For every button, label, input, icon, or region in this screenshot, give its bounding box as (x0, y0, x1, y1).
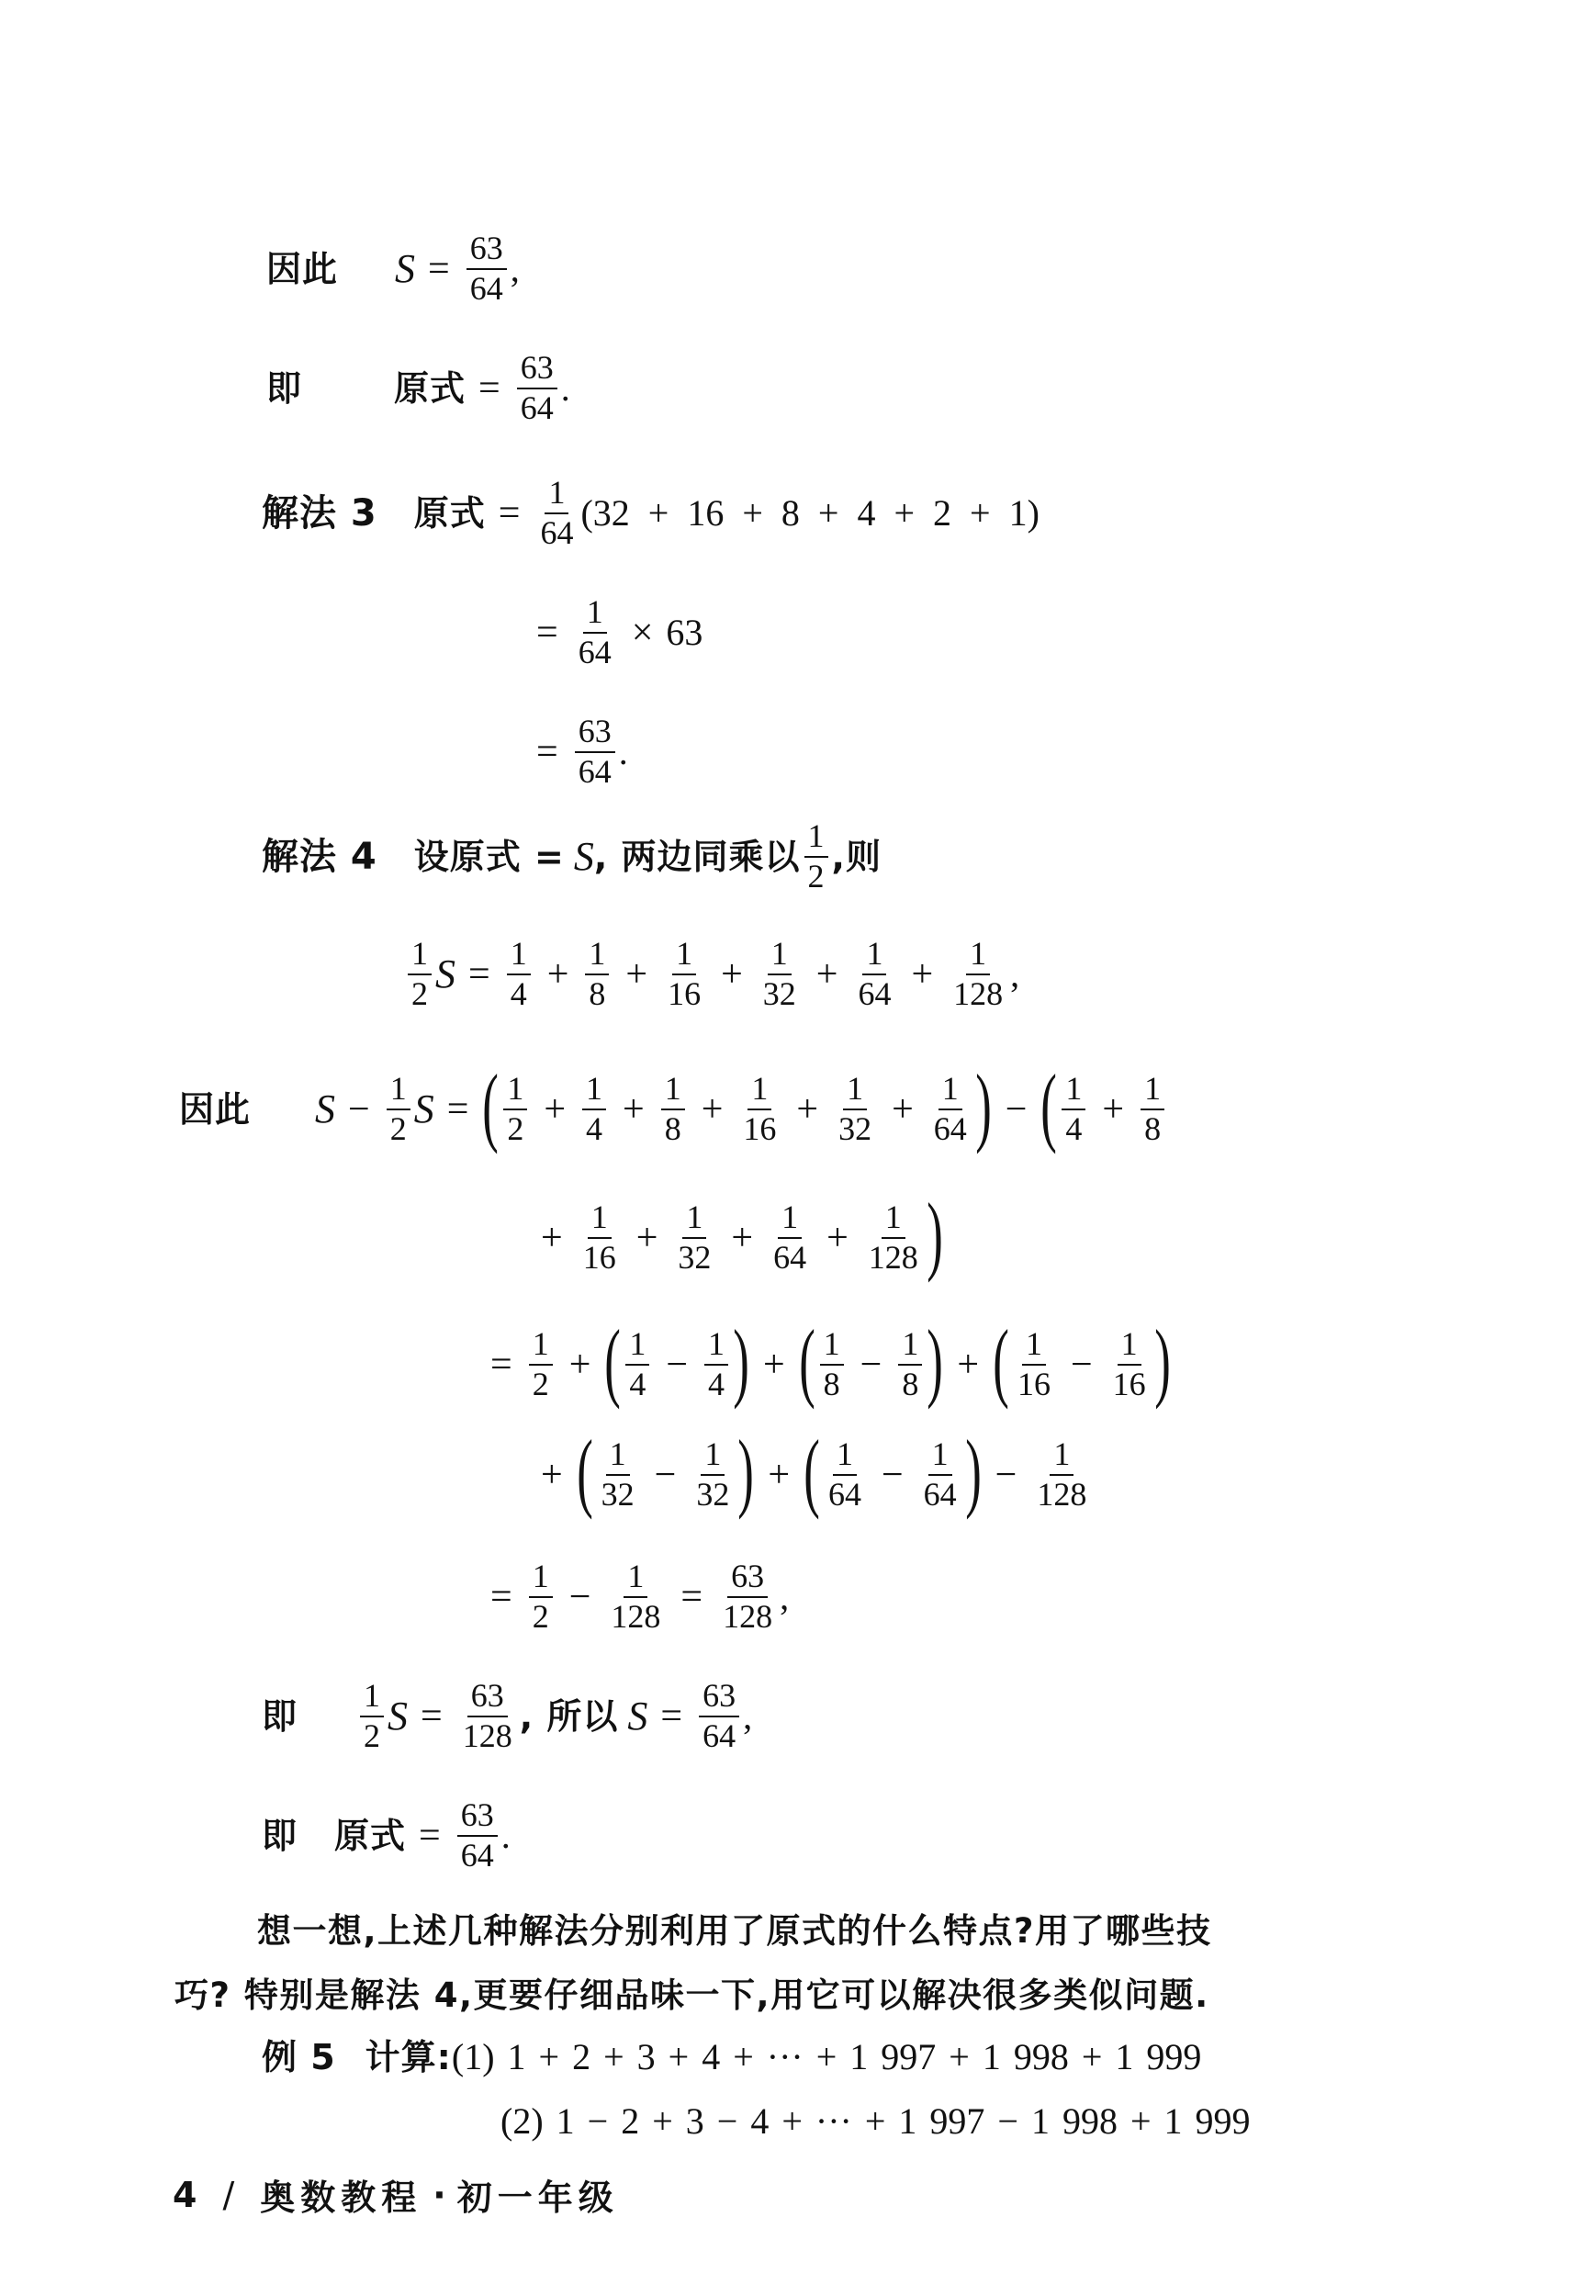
half-s-equation (404, 937, 1019, 1012)
equals-sign: = (660, 1694, 683, 1738)
minus-sign: − (1070, 1344, 1093, 1386)
method-4-heading: 解法 4 (262, 835, 377, 878)
plus-sign: + (546, 952, 569, 996)
term-1-8: $\frac{1}{8}$ (898, 1327, 922, 1402)
method-3-line (262, 476, 1040, 551)
term-1-64: $\frac{1}{64}$ (933, 1070, 967, 1147)
page-number: 4 (173, 2174, 197, 2215)
right-paren: ) (733, 1311, 749, 1410)
equals-sign: = (490, 1344, 512, 1386)
fraction-1-2: $\frac{1}{2}$ (804, 819, 828, 895)
then-text: ,则 (831, 836, 882, 877)
fraction-63-128: $\frac{63}{128}$ (723, 1558, 773, 1635)
var-s: S (395, 245, 416, 291)
plus-sign: + (826, 1217, 849, 1259)
label-namely: 即 (262, 1695, 298, 1737)
right-paren: ) (926, 1185, 943, 1283)
var-s: S (388, 1693, 409, 1739)
fraction-1-2: $\frac{1}{2}$ (387, 1072, 410, 1147)
method-3-step-2 (523, 595, 702, 670)
fraction-1-2: $\frac{1}{2}$ (360, 1679, 384, 1754)
difference-equation-line-1 (179, 1056, 1168, 1154)
equals-sign: = (428, 247, 450, 290)
term-1-2: $\frac{1}{2}$ (529, 1559, 553, 1635)
final-result-line (262, 1798, 511, 1874)
footer-separator: / (222, 2174, 235, 2215)
book-title: 奥数教程 (260, 2178, 422, 2218)
times-sign: × (631, 611, 654, 654)
term-1-128: $\frac{1}{128}$ (1037, 1435, 1087, 1513)
compute-label: 计算: (365, 2037, 452, 2077)
plus-sign: + (625, 952, 648, 996)
label-therefore: 因此 (179, 1089, 252, 1130)
equals-sign: = (468, 952, 490, 996)
equals-sign: = (536, 611, 558, 654)
left-paren: ( (804, 1422, 820, 1520)
plus-sign: + (796, 1088, 819, 1131)
plus-sign: + (1102, 1088, 1125, 1131)
example-5-heading: 例 5 (262, 2037, 336, 2077)
reflection-paragraph-line-2: 巧? 特别是解法 4,更要仔细品味一下,用它可以解决很多类似问题. (174, 1975, 1209, 2015)
method-3-step-3 (523, 715, 628, 790)
left-paren: ( (993, 1311, 1009, 1410)
minus-sign: − (860, 1344, 882, 1386)
example-5-item-2: (2) 1 − 2 + 3 − 4 + ··· + 1 997 − 1 998 + 1 999 (500, 2100, 1251, 2142)
term-1-32: $\frac{1}{32}$ (696, 1435, 730, 1513)
term-1-32: $\frac{1}{32}$ (601, 1435, 635, 1513)
term-1-128: $\frac{1}{128}$ (868, 1199, 918, 1276)
minus-sign: − (995, 1454, 1017, 1496)
plus-sign: + (541, 1454, 563, 1496)
fraction-63-64: $\frac{63}{64}$ (517, 351, 557, 426)
punct: , (510, 247, 520, 289)
plus-sign: + (911, 952, 934, 996)
equals-sign: = (419, 1814, 441, 1857)
term-1-16: $\frac{1}{16}$ (1017, 1325, 1051, 1402)
right-paren: ) (737, 1422, 755, 1520)
value-63: 63 (666, 611, 703, 653)
term-1-8: $\frac{1}{8}$ (1141, 1072, 1164, 1147)
equals-sign: = (536, 730, 558, 773)
reflection-paragraph-line-1: 想一想,上述几种解法分别利用了原式的什么特点?用了哪些技 (257, 1911, 1212, 1951)
var-s: S (573, 833, 594, 879)
plus-sign: + (623, 1088, 645, 1131)
term-1-16: $\frac{1}{16}$ (1112, 1325, 1146, 1402)
punct: , (743, 1694, 753, 1737)
fraction-63-64: $\frac{63}{64}$ (466, 231, 507, 307)
var-s: S (435, 951, 455, 996)
plus-sign: + (541, 1217, 563, 1259)
term-1-64: $\frac{1}{64}$ (773, 1199, 807, 1276)
minus-sign: − (654, 1454, 677, 1496)
term-1-64: $\frac{1}{64}$ (858, 935, 892, 1012)
term-1-4: $\frac{1}{4}$ (582, 1072, 606, 1147)
conclusion-original-line (266, 351, 570, 426)
plus-sign: + (568, 1344, 591, 1386)
right-paren: ) (974, 1056, 992, 1154)
punct: , (1010, 952, 1020, 995)
term-1-32: $\frac{1}{32}$ (838, 1070, 872, 1147)
therefore-text: , 所以 (519, 1695, 619, 1737)
punct: . (500, 1814, 511, 1856)
right-paren: ) (964, 1422, 982, 1520)
equals-sign: = (680, 1575, 703, 1618)
term-1-16: $\frac{1}{16}$ (743, 1070, 777, 1147)
term-1-64: $\frac{1}{64}$ (827, 1435, 861, 1513)
plus-sign: + (763, 1344, 785, 1386)
regrouped-equation-line-2 (528, 1422, 1094, 1520)
equals-sign: = (490, 1575, 512, 1618)
label-therefore: 因此 (266, 248, 339, 289)
left-paren: ( (798, 1311, 815, 1410)
paren-sum: (32 + 16 + 8 + 4 + 2 + 1) (580, 491, 1040, 534)
term-1-128: $\frac{1}{128}$ (611, 1558, 661, 1635)
page-footer (173, 2169, 619, 2220)
plus-sign: + (721, 952, 743, 996)
solve-s-line (262, 1679, 752, 1754)
var-s: S (413, 1086, 434, 1131)
plus-sign: + (635, 1217, 658, 1259)
minus-sign: − (1005, 1088, 1028, 1131)
punct: . (618, 730, 628, 772)
original-expression: 原式 (413, 492, 486, 534)
multiply-both-sides-text: , 两边同乘以 (593, 836, 801, 877)
term-1-8: $\frac{1}{8}$ (585, 937, 609, 1012)
plus-sign: + (892, 1088, 914, 1131)
plus-sign: + (815, 952, 838, 996)
term-1-128: $\frac{1}{128}$ (953, 935, 1004, 1012)
term-1-2: $\frac{1}{2}$ (503, 1072, 527, 1147)
fraction-63-128: $\frac{63}{128}$ (462, 1677, 512, 1754)
equals-sign: = (421, 1694, 443, 1738)
equals-sign: = (446, 1088, 469, 1131)
minus-sign: − (348, 1088, 370, 1131)
term-1-64: $\frac{1}{64}$ (923, 1435, 957, 1513)
plus-sign: + (957, 1344, 979, 1386)
minus-sign: − (568, 1575, 591, 1618)
fraction-1-64: $\frac{1}{64}$ (540, 474, 574, 551)
term-1-8: $\frac{1}{8}$ (661, 1072, 685, 1147)
plus-sign: + (544, 1088, 567, 1131)
equals-sign: = (498, 491, 521, 535)
simplified-equation (478, 1559, 789, 1635)
fraction-1-64: $\frac{1}{64}$ (578, 593, 612, 670)
method-4-line (262, 819, 882, 895)
fraction-63-64: $\frac{63}{64}$ (575, 715, 615, 790)
minus-sign: − (666, 1344, 689, 1386)
term-1-4: $\frac{1}{4}$ (704, 1327, 728, 1402)
grade-label: 初一年级 (456, 2178, 619, 2218)
example-5-item-1: (1) 1 + 2 + 3 + 4 + ··· + 1 997 + 1 998 + 1 999 (451, 2036, 1202, 2077)
left-paren: ( (1040, 1056, 1058, 1154)
label-namely: 即 (266, 367, 303, 409)
original-expression: 原式 (334, 1815, 407, 1856)
term-1-4: $\frac{1}{4}$ (1062, 1072, 1085, 1147)
regrouped-equation-line-1 (478, 1311, 1172, 1410)
difference-equation-line-2 (528, 1185, 944, 1283)
plus-sign: + (768, 1454, 790, 1496)
plus-sign: + (731, 1217, 754, 1259)
original-expression: 原式 (394, 367, 466, 409)
term-1-32: $\frac{1}{32}$ (762, 935, 796, 1012)
term-1-2: $\frac{1}{2}$ (529, 1327, 553, 1402)
punct: . (560, 366, 570, 409)
fraction-63-64: $\frac{63}{64}$ (457, 1798, 498, 1874)
conclusion-s-line (266, 231, 520, 307)
plus-sign: + (701, 1088, 724, 1131)
label-namely: 即 (262, 1815, 298, 1856)
term-1-4: $\frac{1}{4}$ (507, 937, 531, 1012)
left-paren: ( (604, 1311, 622, 1410)
term-1-8: $\frac{1}{8}$ (820, 1327, 844, 1402)
right-paren: ) (927, 1311, 944, 1410)
term-1-16: $\frac{1}{16}$ (668, 935, 702, 1012)
let-original-text: 设原式 = (413, 836, 565, 877)
var-s: S (315, 1086, 336, 1131)
method-3-heading: 解法 3 (262, 491, 377, 535)
right-paren: ) (1153, 1311, 1171, 1410)
left-paren: ( (576, 1422, 593, 1520)
term-1-16: $\frac{1}{16}$ (582, 1199, 616, 1276)
minus-sign: − (881, 1454, 904, 1496)
term-1-32: $\frac{1}{32}$ (678, 1199, 712, 1276)
equals-sign: = (478, 366, 500, 410)
footer-dot: · (433, 2174, 446, 2215)
example-5-line-1 (262, 2036, 1202, 2077)
var-s: S (627, 1693, 648, 1739)
term-1-4: $\frac{1}{4}$ (625, 1327, 649, 1402)
left-paren: ( (482, 1056, 500, 1154)
fraction-1-2: $\frac{1}{2}$ (408, 937, 432, 1012)
punct: , (780, 1575, 790, 1617)
fraction-63-64: $\frac{63}{64}$ (699, 1679, 739, 1754)
example-5-line-2 (500, 2100, 1251, 2142)
